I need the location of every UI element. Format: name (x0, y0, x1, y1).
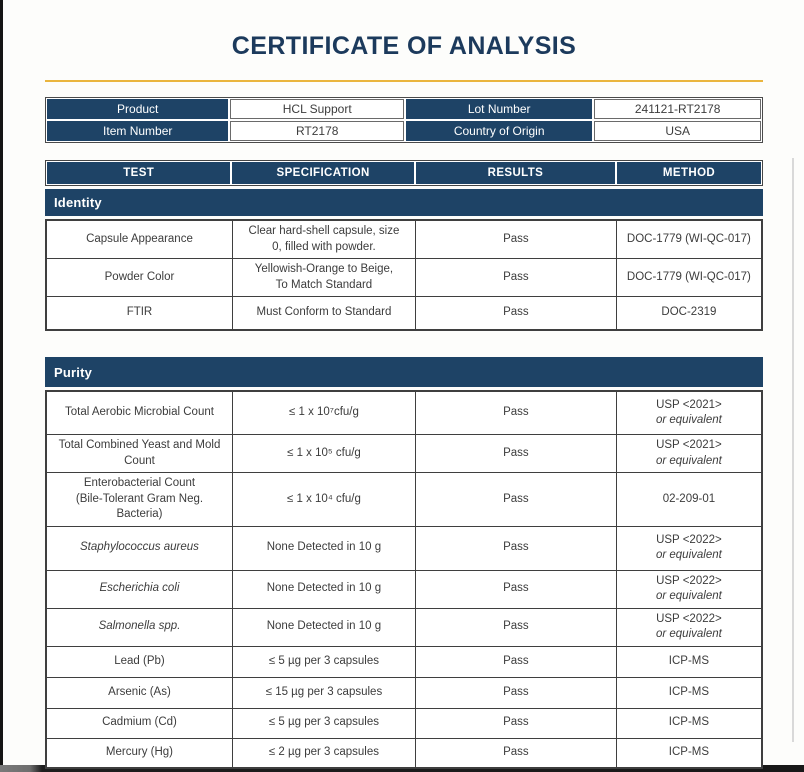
column-header-results: RESULTS (416, 162, 615, 184)
test-cell: FTIR (126, 306, 153, 319)
column-header-specification: SPECIFICATION (232, 162, 413, 184)
test-cell: Cadmium (Cd) (102, 716, 177, 729)
method-cell: USP <2022> or equivalent (616, 527, 761, 570)
result-cell: Pass (415, 678, 616, 708)
result-cell: Pass (415, 297, 616, 329)
result-cell: Pass (415, 739, 616, 767)
result-cell: Pass (415, 259, 616, 296)
test-cell: Powder Color (104, 270, 175, 283)
column-header-test: TEST (47, 162, 230, 184)
test-cell: Lead (Pb) (114, 654, 165, 667)
test-cell: Total Combined Yeast and Mold Count (58, 439, 221, 467)
result-cell: Pass (415, 435, 616, 472)
test-cell: Staphylococcus aureus (80, 541, 199, 554)
lot-number-label: Lot Number (406, 99, 592, 119)
result-cell: Pass (415, 392, 616, 434)
result-cell: Pass (415, 571, 616, 608)
specification-cell: ≤ 1 x 10⁷cfu/g (232, 392, 415, 434)
specification-cell: ≤ 5 µg per 3 capsules (232, 647, 415, 677)
test-cell: Escherichia coli (99, 582, 180, 595)
test-cell: Arsenic (As) (108, 685, 171, 698)
result-cell: Pass (415, 609, 616, 646)
result-cell: Pass (415, 647, 616, 677)
table-row (47, 472, 761, 526)
table-row (47, 296, 761, 329)
specification-cell: ≤ 15 µg per 3 capsules (232, 678, 415, 708)
identity-rows (45, 219, 763, 331)
method-cell: USP <2022> or equivalent (616, 609, 761, 646)
scan-edge-left (0, 0, 3, 772)
specification-cell: ≤ 1 x 10⁴ cfu/g (232, 473, 415, 526)
section-band-identity: Identity (45, 189, 763, 216)
table-row (47, 221, 761, 258)
gold-divider (45, 80, 763, 82)
method-cell: USP <2021> or equivalent (616, 435, 761, 472)
specification-cell: Clear hard-shell capsule, size 0, filled with powder. (232, 221, 415, 258)
table-row (47, 258, 761, 296)
specification-cell: None Detected in 10 g (232, 527, 415, 570)
method-cell: 02-209-01 (616, 473, 761, 526)
table-row (47, 526, 761, 570)
item-number-value: RT2178 (230, 121, 404, 141)
column-header-method: METHOD (617, 162, 761, 184)
specification-cell: ≤ 2 µg per 3 capsules (232, 739, 415, 767)
specification-cell: Yellowish-Orange to Beige, To Match Standard (232, 259, 415, 296)
method-cell: ICP-MS (616, 647, 761, 677)
method-cell: DOC-1779 (WI-QC-017) (616, 259, 761, 296)
table-row (47, 392, 761, 434)
table-row (47, 708, 761, 738)
result-cell: Pass (415, 709, 616, 738)
table-row (47, 570, 761, 608)
section-band-purity: Purity (45, 357, 763, 387)
product-label: Product (47, 99, 228, 119)
method-cell: ICP-MS (616, 678, 761, 708)
test-cell: Enterobacterial Count (Bile-Tolerant Gram Neg. Bacteria) (75, 477, 204, 521)
method-cell: ICP-MS (616, 739, 761, 767)
table-row (47, 677, 761, 708)
table-row (47, 646, 761, 677)
method-cell: USP <2021> or equivalent (616, 392, 761, 434)
method-cell: ICP-MS (616, 709, 761, 738)
result-cell: Pass (415, 221, 616, 258)
page-title: CERTIFICATE OF ANALYSIS (231, 32, 577, 60)
results-table-header (45, 160, 763, 186)
method-cell: DOC-1779 (WI-QC-017) (616, 221, 761, 258)
table-row (47, 608, 761, 646)
method-cell: DOC-2319 (616, 297, 761, 329)
product-info-table (45, 97, 763, 143)
product-value: HCL Support (230, 99, 404, 119)
result-cell: Pass (415, 473, 616, 526)
specification-cell: None Detected in 10 g (232, 609, 415, 646)
result-cell: Pass (415, 527, 616, 570)
table-row (47, 738, 761, 767)
country-of-origin-label: Country of Origin (406, 121, 592, 141)
method-cell: USP <2022> or equivalent (616, 571, 761, 608)
specification-cell: None Detected in 10 g (232, 571, 415, 608)
test-cell: Total Aerobic Microbial Count (65, 406, 214, 419)
certificate-page (45, 0, 763, 769)
test-cell: Mercury (Hg) (105, 745, 174, 758)
specification-cell: ≤ 5 µg per 3 capsules (232, 709, 415, 738)
scan-artifact-line (792, 158, 794, 742)
specification-cell: Must Conform to Standard (232, 297, 415, 329)
specification-cell: ≤ 1 x 10⁵ cfu/g (232, 435, 415, 472)
country-of-origin-value: USA (594, 121, 761, 141)
test-cell: Salmonella spp. (98, 620, 181, 633)
lot-number-value: 241121-RT2178 (594, 99, 761, 119)
item-number-label: Item Number (47, 121, 228, 141)
table-row (47, 434, 761, 472)
purity-rows (45, 390, 763, 769)
test-cell: Capsule Appearance (86, 232, 193, 245)
